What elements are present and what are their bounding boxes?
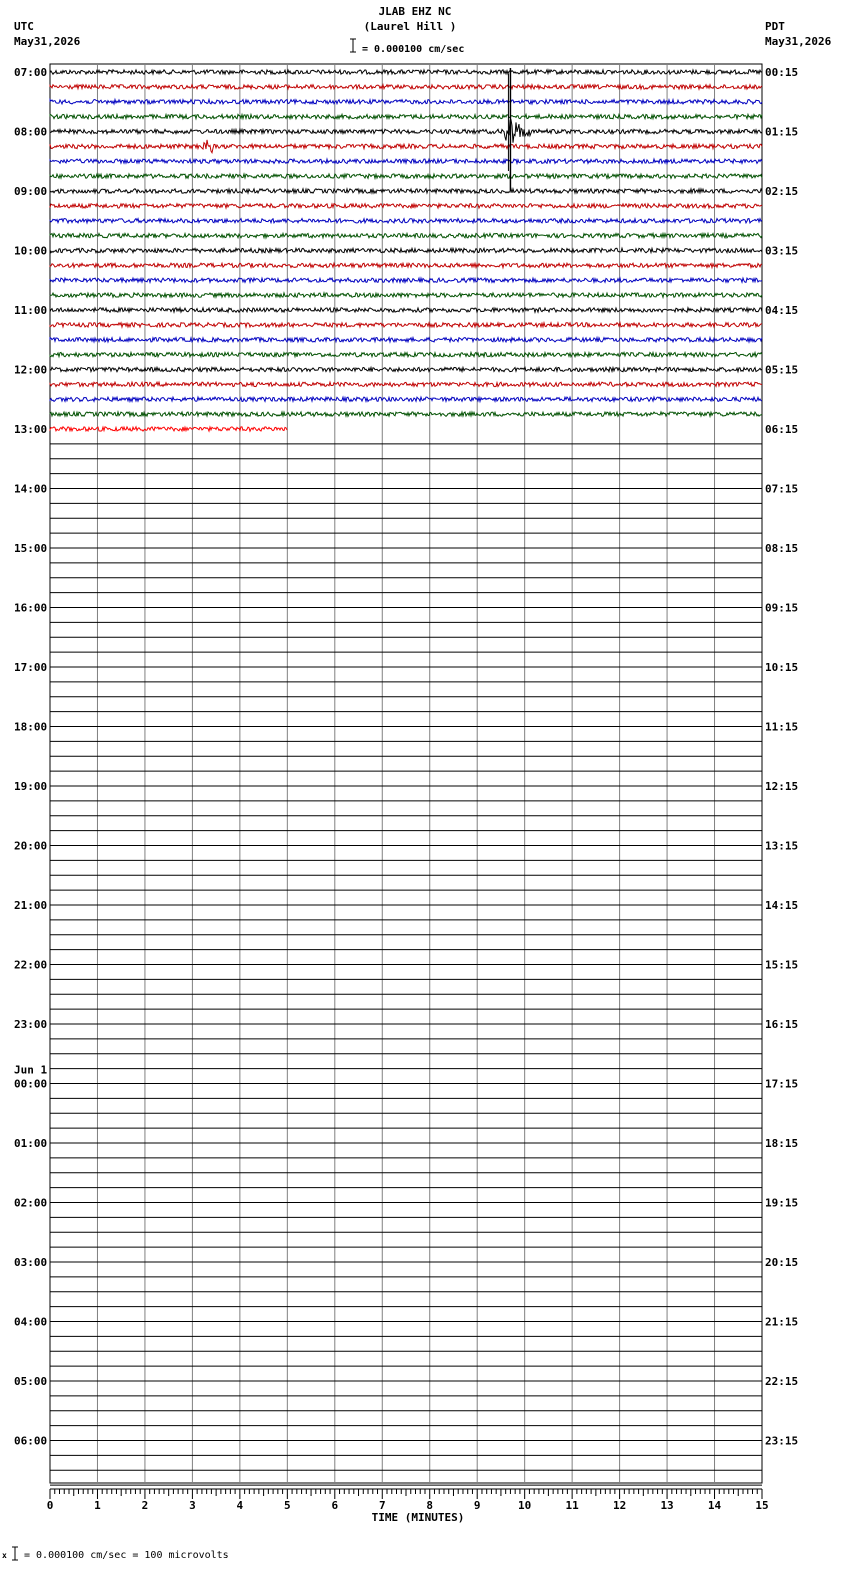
- pdt-hour-label: 21:15: [765, 1315, 799, 1329]
- x-tick-label: 14: [707, 1499, 722, 1512]
- utc-hour-label: 13:00: [14, 423, 48, 436]
- x-tick-label: 5: [284, 1499, 291, 1512]
- footer-scale-note: = 0.000100 cm/sec = 100 microvolts: [24, 1550, 229, 1561]
- x-tick-label: 2: [141, 1499, 149, 1512]
- pdt-hour-label: 12:15: [765, 780, 799, 793]
- utc-hour-label: 08:00: [14, 125, 48, 139]
- x-axis-label: TIME (MINUTES): [371, 1511, 465, 1524]
- utc-hour-label: 14:00: [14, 482, 48, 496]
- utc-hour-label: 16:00: [14, 601, 48, 615]
- seismic-trace: [50, 100, 762, 104]
- seismic-trace: [50, 189, 762, 193]
- x-tick-label: 0: [46, 1499, 54, 1512]
- pdt-hour-label: 23:15: [765, 1434, 799, 1448]
- pdt-hour-label: 15:15: [765, 958, 799, 972]
- pdt-hour-label: 01:15: [765, 125, 799, 139]
- seismic-trace: [50, 263, 762, 267]
- station-location: (Laurel Hill ): [363, 20, 457, 33]
- x-tick-label: 9: [473, 1499, 481, 1512]
- svg-text:x: x: [2, 1551, 7, 1560]
- x-tick-label: 13: [660, 1499, 674, 1512]
- utc-hour-label: 05:00: [14, 1375, 48, 1388]
- utc-hour-label: 01:00: [14, 1137, 48, 1150]
- pdt-hour-label: 02:15: [765, 185, 799, 198]
- left-timezone: UTC: [14, 20, 34, 33]
- seismic-trace: [50, 382, 762, 386]
- pdt-hour-label: 00:15: [765, 66, 799, 79]
- utc-hour-label: 22:00: [14, 958, 48, 972]
- utc-hour-label: 10:00: [14, 244, 48, 258]
- x-tick-label: 12: [612, 1499, 627, 1512]
- utc-hour-label: 15:00: [14, 542, 48, 555]
- pdt-hour-label: 18:15: [765, 1137, 799, 1150]
- right-timezone: PDT: [765, 20, 785, 33]
- x-tick-label: 11: [565, 1499, 579, 1512]
- pdt-hour-label: 20:15: [765, 1256, 799, 1269]
- seismic-trace: [50, 338, 762, 342]
- pdt-hour-label: 16:15: [765, 1018, 799, 1031]
- pdt-hour-label: 11:15: [765, 720, 799, 734]
- left-date: May31,2026: [14, 35, 81, 48]
- pdt-hour-label: 17:15: [765, 1077, 799, 1091]
- pdt-hour-label: 10:15: [765, 661, 799, 674]
- pdt-hour-label: 04:15: [765, 304, 799, 317]
- utc-hour-label: 20:00: [14, 839, 48, 853]
- seismic-trace: [50, 397, 762, 401]
- seismic-trace: [50, 114, 762, 118]
- x-tick-label: 6: [331, 1499, 339, 1512]
- x-tick-label: 8: [426, 1499, 434, 1512]
- seismic-trace: [50, 233, 762, 237]
- seismic-trace: [50, 159, 762, 163]
- utc-hour-label: 12:00: [14, 363, 48, 377]
- x-tick-label: 1: [94, 1499, 101, 1512]
- seismic-trace: [50, 427, 287, 431]
- utc-hour-label: 21:00: [14, 899, 48, 912]
- pdt-hour-label: 09:15: [765, 601, 799, 615]
- x-tick-label: 10: [518, 1499, 532, 1512]
- seismic-trace: [50, 293, 762, 297]
- right-date: May31,2026: [765, 35, 832, 48]
- scale-label: = 0.000100 cm/sec: [362, 44, 465, 55]
- pdt-hour-label: 22:15: [765, 1375, 799, 1388]
- utc-hour-label: 18:00: [14, 720, 48, 734]
- pdt-hour-label: 05:15: [765, 363, 799, 377]
- plot-frame: [50, 64, 762, 1483]
- seismic-trace: [50, 367, 762, 371]
- x-tick-label: 3: [189, 1499, 196, 1512]
- utc-hour-label: 03:00: [14, 1256, 48, 1269]
- seismic-trace: [50, 352, 762, 356]
- seismic-trace: [50, 323, 762, 327]
- station-title: JLAB EHZ NC: [378, 5, 452, 18]
- seismic-trace: [50, 308, 762, 312]
- utc-hour-label: 09:00: [14, 185, 48, 198]
- utc-hour-label: 11:00: [14, 304, 48, 317]
- seismic-trace: [50, 120, 762, 143]
- seismic-trace: [50, 248, 762, 252]
- x-tick-label: 4: [236, 1499, 244, 1512]
- pdt-hour-label: 06:15: [765, 423, 799, 436]
- seismic-trace: [50, 140, 762, 153]
- x-tick-label: 7: [378, 1499, 386, 1512]
- utc-hour-label: 04:00: [14, 1315, 48, 1329]
- footer-scale-icon: [2, 1546, 22, 1562]
- seismic-trace: [50, 70, 762, 74]
- pdt-hour-label: 08:15: [765, 542, 799, 555]
- pdt-hour-label: 19:15: [765, 1196, 799, 1210]
- utc-hour-label: 06:00: [14, 1434, 48, 1448]
- date-change-label: Jun 1: [14, 1063, 48, 1077]
- pdt-hour-label: 07:15: [765, 482, 799, 496]
- utc-hour-label: 00:00: [14, 1077, 48, 1091]
- utc-hour-label: 17:00: [14, 661, 48, 674]
- seismic-trace: [50, 174, 762, 178]
- seismic-trace: [50, 85, 762, 89]
- seismic-trace: [50, 219, 762, 223]
- utc-hour-label: 19:00: [14, 780, 48, 793]
- pdt-hour-label: 03:15: [765, 244, 799, 258]
- seismic-trace: [50, 278, 762, 282]
- pdt-hour-label: 14:15: [765, 899, 799, 912]
- utc-hour-label: 07:00: [14, 66, 48, 79]
- seismic-trace: [50, 412, 762, 416]
- utc-hour-label: 23:00: [14, 1018, 48, 1031]
- pdt-hour-label: 13:15: [765, 839, 799, 853]
- utc-hour-label: 02:00: [14, 1196, 48, 1210]
- x-tick-label: 15: [755, 1499, 769, 1512]
- seismic-trace: [50, 204, 762, 208]
